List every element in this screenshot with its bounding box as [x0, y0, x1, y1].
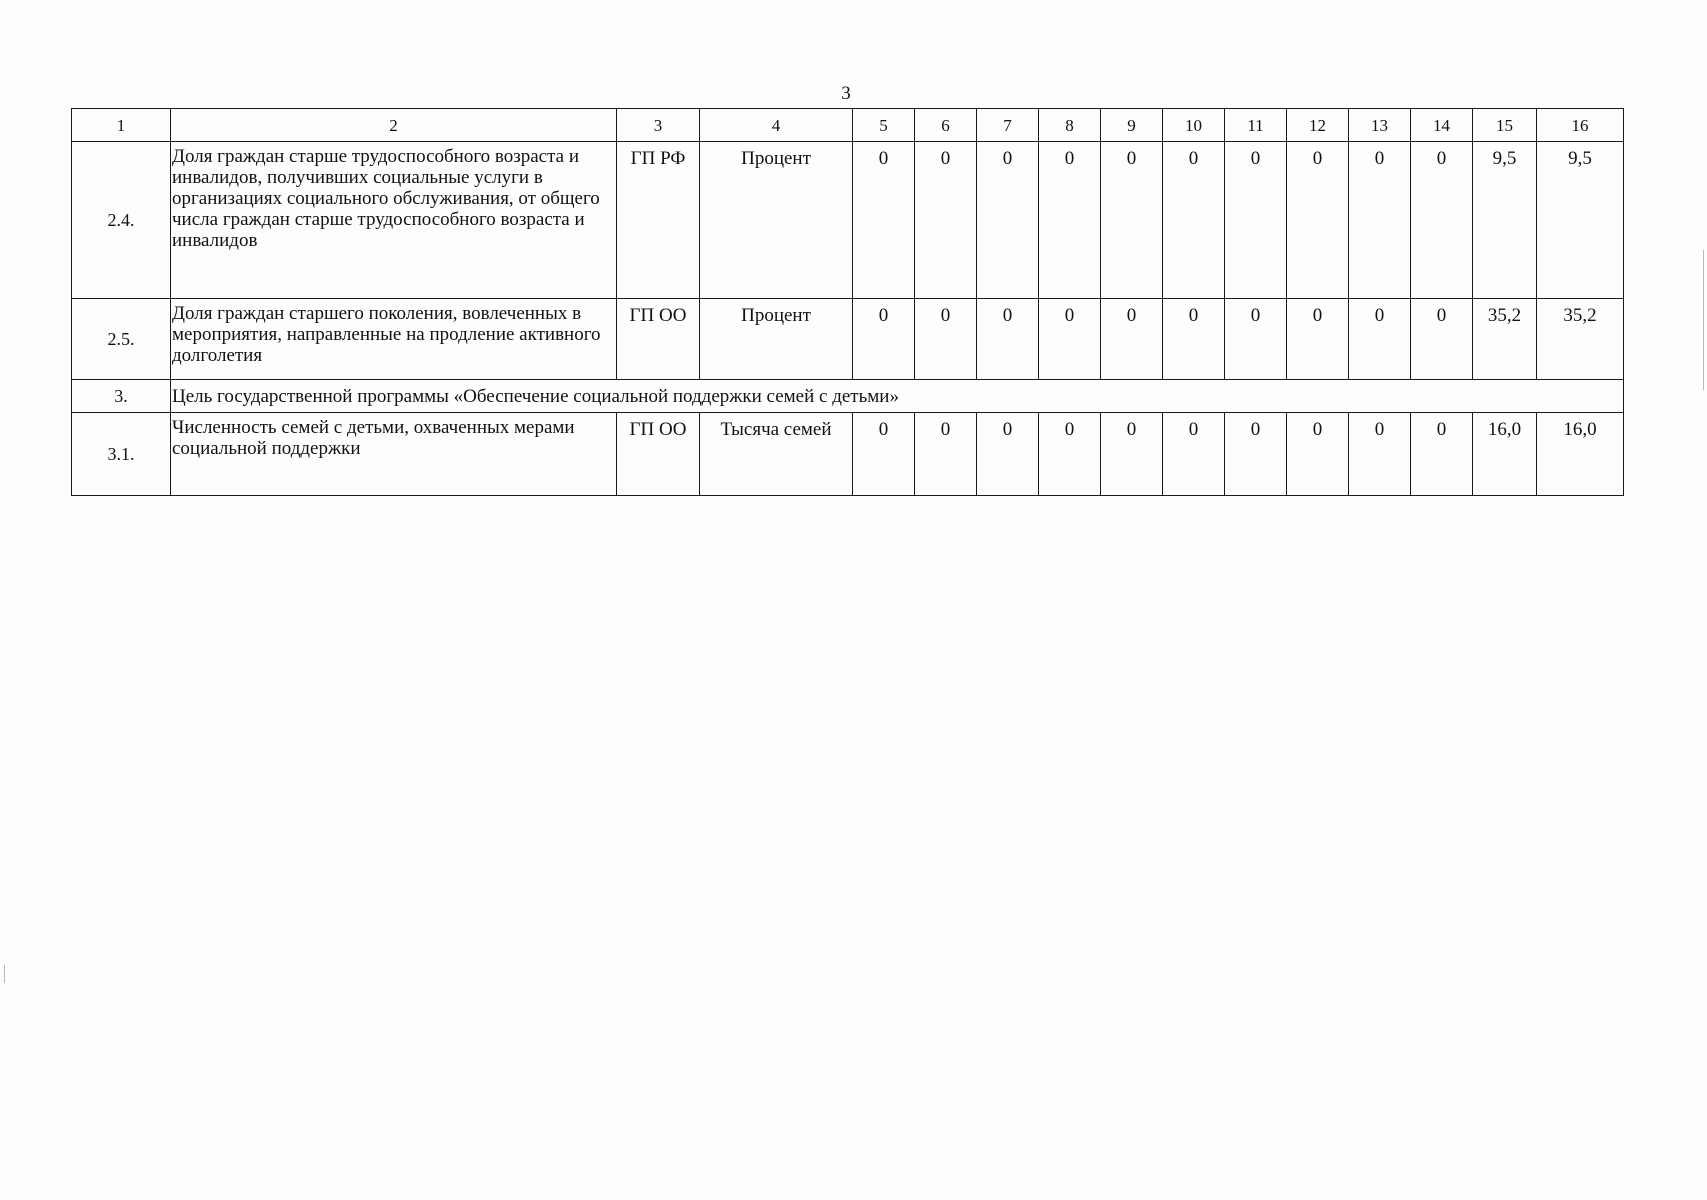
value-cell: 0 [1349, 142, 1411, 299]
value-cell: 0 [853, 142, 915, 299]
value-cell: 0 [1225, 413, 1287, 496]
column-header: 5 [853, 109, 915, 142]
indicator-name: Доля граждан старшего поколения, вовлеченных в мероприятия, направленные на продление активного долголетия [171, 299, 617, 380]
scan-artifact [1703, 250, 1704, 390]
column-header: 2 [171, 109, 617, 142]
value-cell: 0 [1411, 413, 1473, 496]
row-number: 3. [72, 380, 171, 413]
value-cell: 0 [1039, 142, 1101, 299]
value-cell: 0 [1287, 413, 1349, 496]
row-number: 3.1. [72, 413, 171, 496]
column-header: 14 [1411, 109, 1473, 142]
value-cell: 16,0 [1473, 413, 1537, 496]
value-cell: 35,2 [1537, 299, 1624, 380]
value-cell: 0 [1039, 299, 1101, 380]
column-header: 12 [1287, 109, 1349, 142]
value-cell: 0 [1411, 142, 1473, 299]
column-header: 9 [1101, 109, 1163, 142]
value-cell: 0 [853, 413, 915, 496]
value-cell: 0 [915, 413, 977, 496]
column-header: 6 [915, 109, 977, 142]
indicators-table [71, 108, 1624, 496]
row-number: 2.4. [72, 142, 171, 299]
value-cell: 9,5 [1537, 142, 1624, 299]
indicator-name: Численность семей с детьми, охваченных мерами социальной поддержки [171, 413, 617, 496]
value-cell: 0 [977, 413, 1039, 496]
value-cell: 0 [853, 299, 915, 380]
column-header: 8 [1039, 109, 1101, 142]
indicator-source: ГП ОО [617, 413, 700, 496]
value-cell: 0 [1163, 142, 1225, 299]
column-header: 1 [72, 109, 171, 142]
value-cell: 0 [1101, 299, 1163, 380]
value-cell: 0 [977, 299, 1039, 380]
indicator-unit: Процент [700, 142, 853, 299]
indicator-unit: Тысяча семей [700, 413, 853, 496]
column-header: 3 [617, 109, 700, 142]
value-cell: 0 [977, 142, 1039, 299]
column-header: 13 [1349, 109, 1411, 142]
value-cell: 0 [915, 299, 977, 380]
value-cell: 0 [1411, 299, 1473, 380]
row-number: 2.5. [72, 299, 171, 380]
table-row-goal [72, 380, 1624, 413]
value-cell: 0 [1287, 142, 1349, 299]
indicator-source: ГП РФ [617, 142, 700, 299]
column-header: 16 [1537, 109, 1624, 142]
value-cell: 0 [1225, 142, 1287, 299]
value-cell: 0 [1163, 413, 1225, 496]
value-cell: 35,2 [1473, 299, 1537, 380]
column-header: 7 [977, 109, 1039, 142]
value-cell: 0 [1039, 413, 1101, 496]
value-cell: 16,0 [1537, 413, 1624, 496]
table-row [72, 142, 1624, 299]
indicator-unit: Процент [700, 299, 853, 380]
column-header: 4 [700, 109, 853, 142]
scan-artifact [4, 965, 5, 983]
column-header: 11 [1225, 109, 1287, 142]
column-header: 15 [1473, 109, 1537, 142]
value-cell: 0 [1287, 299, 1349, 380]
value-cell: 9,5 [1473, 142, 1537, 299]
value-cell: 0 [1349, 413, 1411, 496]
value-cell: 0 [1101, 142, 1163, 299]
value-cell: 0 [1349, 299, 1411, 380]
value-cell: 0 [1225, 299, 1287, 380]
value-cell: 0 [1101, 413, 1163, 496]
value-cell: 0 [915, 142, 977, 299]
indicator-source: ГП ОО [617, 299, 700, 380]
table-row [72, 413, 1624, 496]
table-row [72, 299, 1624, 380]
column-header: 10 [1163, 109, 1225, 142]
value-cell: 0 [1163, 299, 1225, 380]
goal-text: Цель государственной программы «Обеспечение социальной поддержки семей с детьми» [171, 380, 1624, 413]
table-header-row [72, 109, 1624, 142]
indicator-name: Доля граждан старше трудоспособного возраста и инвалидов, получивших социальные услуги в организациях социального обслуживания, от общего числа граждан старше трудоспособного возраста и инвалидов [171, 142, 617, 299]
page-number: 3 [841, 83, 851, 104]
